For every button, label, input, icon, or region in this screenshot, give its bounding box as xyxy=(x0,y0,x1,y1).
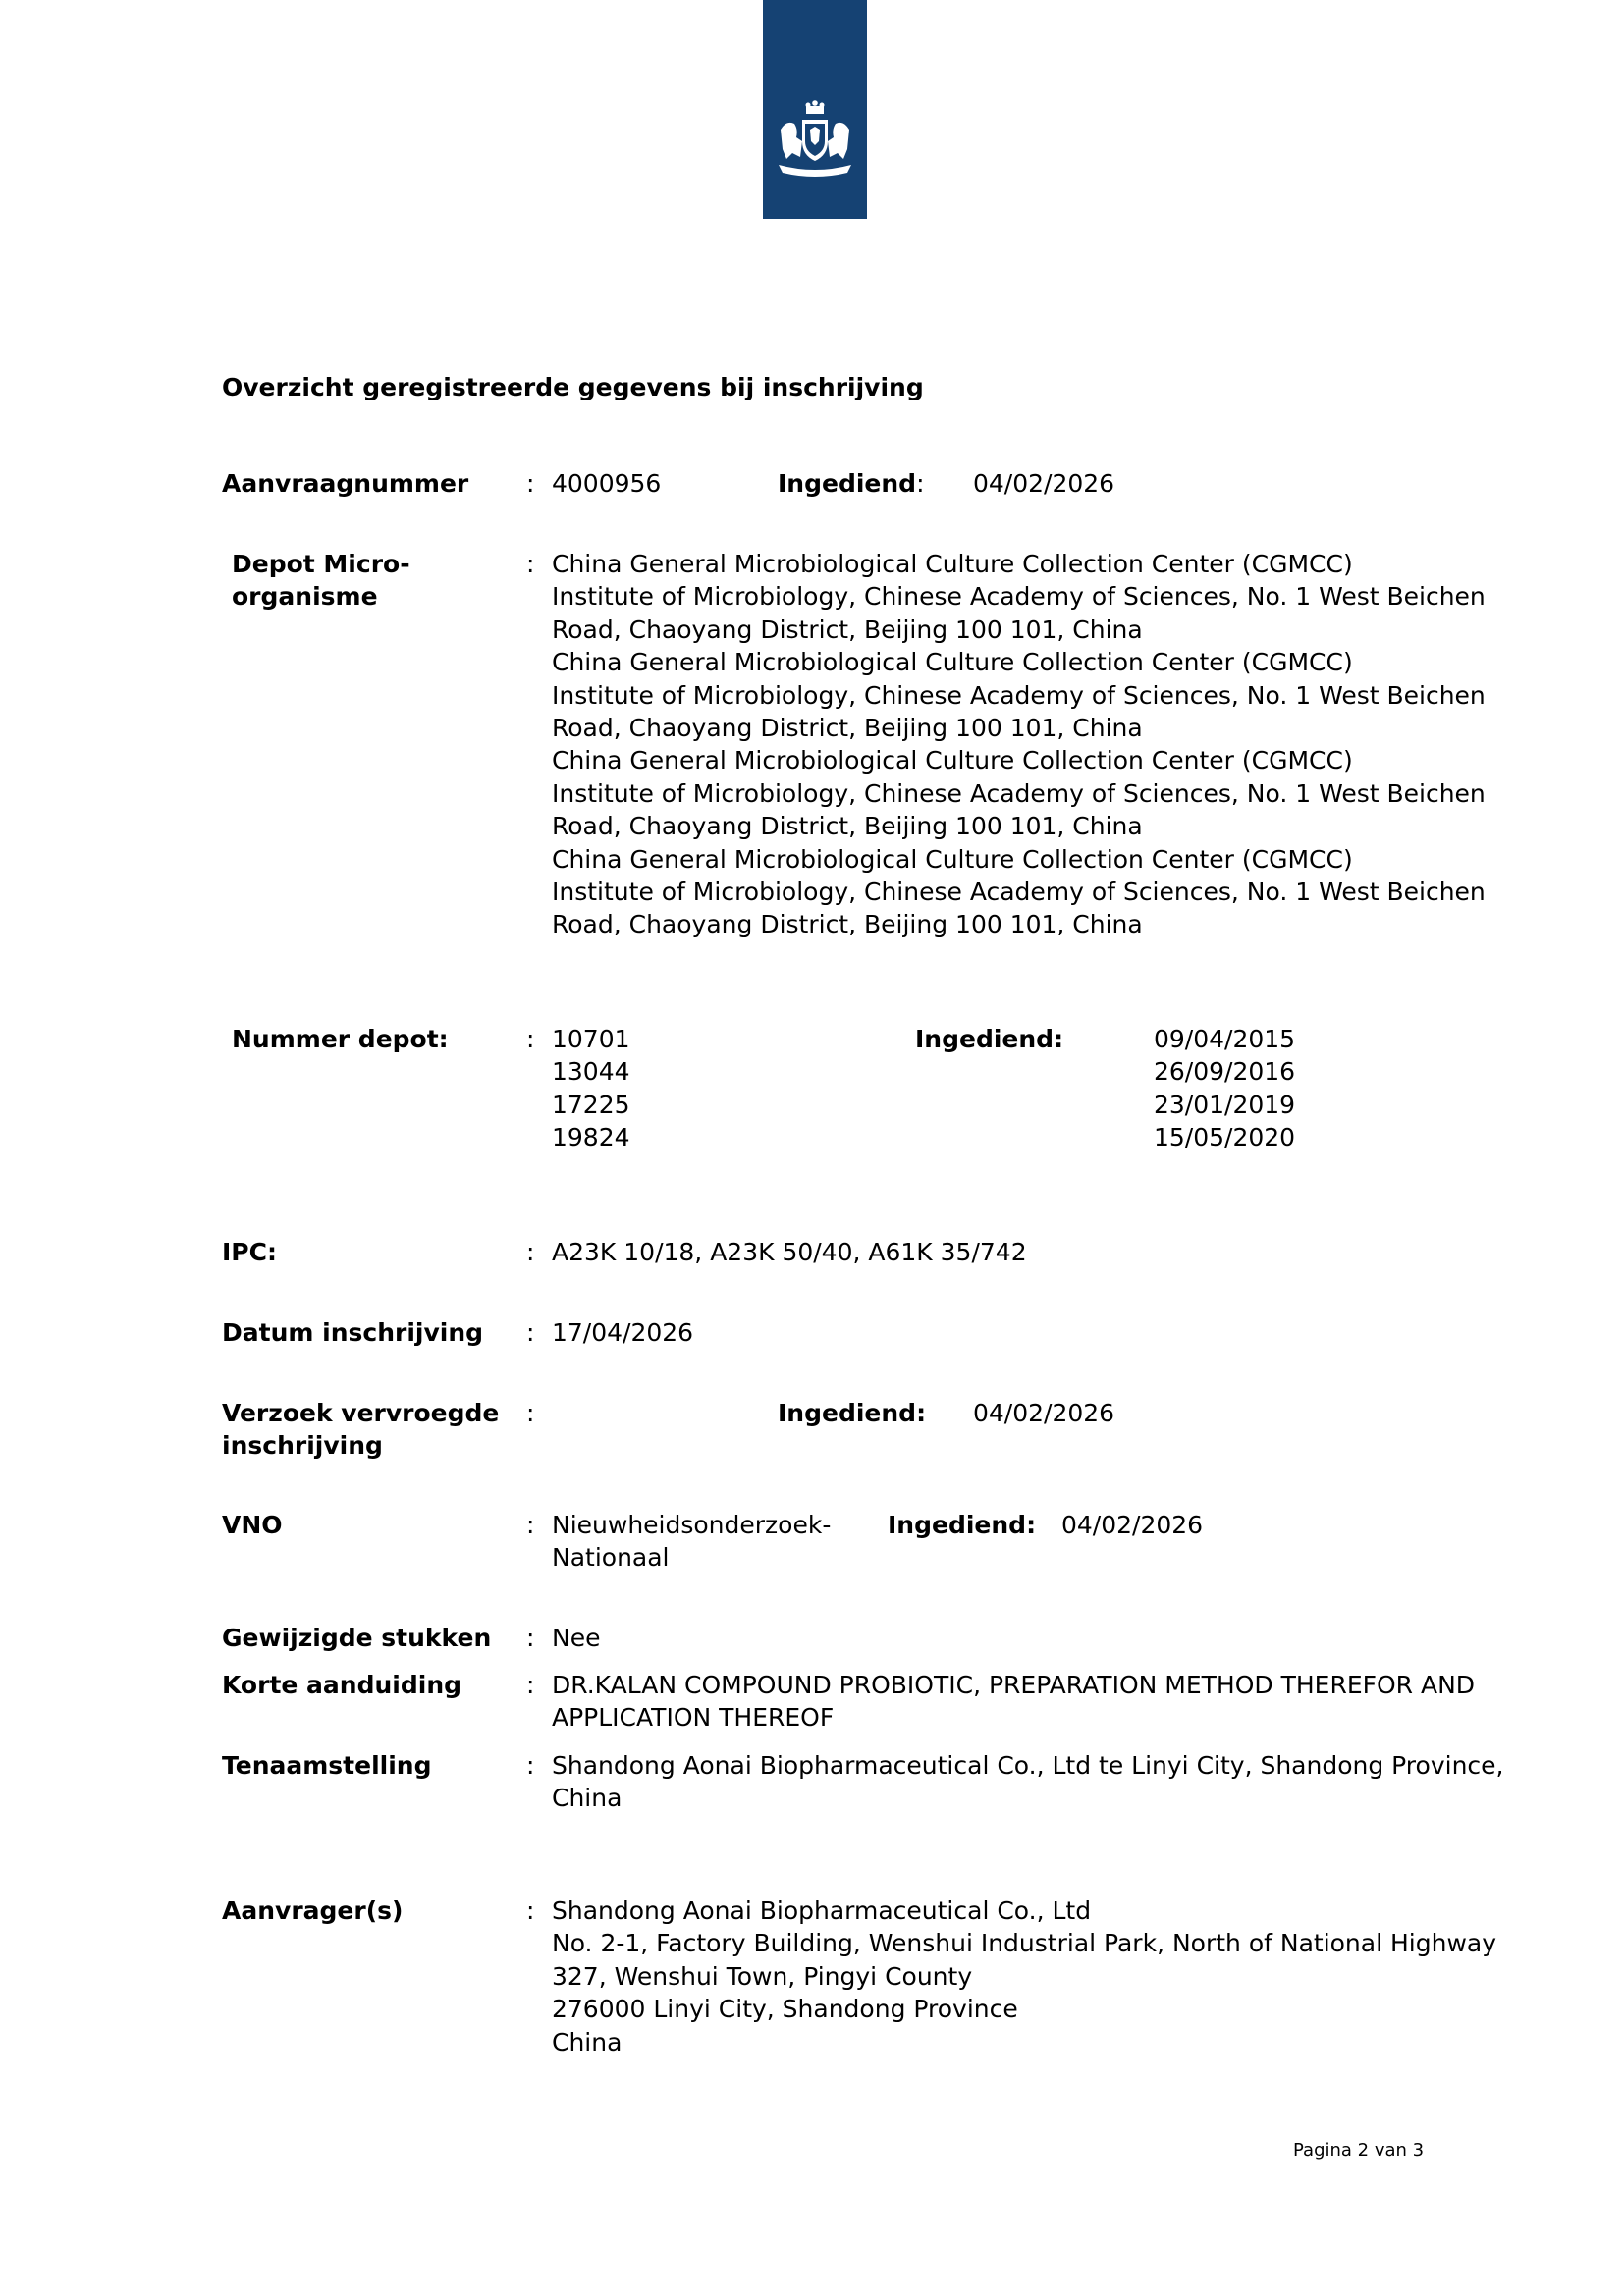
ipc-label: IPC: xyxy=(222,1238,277,1266)
verzoek-label-line: Verzoek vervroegde xyxy=(222,1399,500,1427)
korte-aanduiding-line: APPLICATION THEREOF xyxy=(552,1703,835,1733)
vno-value xyxy=(552,1509,831,1575)
aanvraagnummer-value: 4000956 xyxy=(552,469,662,498)
depot-line: Road, Chaoyang District, Beijing 100 101, China xyxy=(552,812,1143,841)
depot-number: 10701 xyxy=(552,1025,630,1053)
depot-line: Institute of Microbiology, Chinese Academy of Sciences, No. 1 West Beichen xyxy=(552,680,1486,710)
verzoek-ingediend-date: 04/02/2026 xyxy=(973,1399,1115,1427)
depot-date: 09/04/2015 xyxy=(1154,1025,1296,1053)
page-title: Overzicht geregistreerde gegevens bij inschrijving xyxy=(222,373,924,401)
gewijzigde-stukken-label: Gewijzigde stukken xyxy=(222,1624,492,1652)
tenaamstelling-value xyxy=(552,1749,1503,1815)
depot-date: 23/01/2019 xyxy=(1154,1090,1296,1119)
separator-colon: : xyxy=(526,1399,535,1427)
aanvraagnummer-label: Aanvraagnummer xyxy=(222,469,469,498)
verzoek-label xyxy=(222,1397,499,1463)
aanvragers-line: China xyxy=(552,2027,623,2056)
separator-colon: : xyxy=(526,1624,535,1652)
gewijzigde-stukken-value: Nee xyxy=(552,1624,601,1652)
separator-colon: : xyxy=(526,1318,535,1347)
separator-colon: : xyxy=(526,1025,535,1053)
depot-line: Institute of Microbiology, Chinese Academy of Sciences, No. 1 West Beichen xyxy=(552,877,1486,906)
depot-address-list xyxy=(552,548,1486,941)
aanvragers-line: Shandong Aonai Biopharmaceutical Co., Ltd xyxy=(552,1896,1092,1925)
separator-colon: : xyxy=(526,1896,535,1925)
depot-line: Road, Chaoyang District, Beijing 100 101, China xyxy=(552,614,1143,644)
separator-colon: : xyxy=(526,1671,535,1699)
depot-line: China General Microbiological Culture Collection Center (CGMCC) xyxy=(552,550,1353,578)
depot-number: 19824 xyxy=(552,1123,630,1152)
page-number: Pagina 2 van 3 xyxy=(1293,2140,1425,2161)
depot-date: 15/05/2020 xyxy=(1154,1123,1296,1152)
datum-inschrijving-label: Datum inschrijving xyxy=(222,1318,484,1347)
korte-aanduiding-label: Korte aanduiding xyxy=(222,1671,462,1699)
verzoek-ingediend-label: Ingediend: xyxy=(778,1399,927,1427)
datum-inschrijving-value: 17/04/2026 xyxy=(552,1318,694,1347)
nummer-depot-ingediend-label: Ingediend: xyxy=(915,1025,1064,1053)
verzoek-label-line: inschrijving xyxy=(222,1431,383,1461)
separator-colon: : xyxy=(526,1238,535,1266)
depot-date-list xyxy=(1154,1023,1295,1154)
separator-colon: : xyxy=(526,1751,535,1780)
nummer-depot-label: Nummer depot: xyxy=(232,1025,449,1053)
ingediend-label: Ingediend xyxy=(778,469,917,498)
vno-value-line: Nieuwheidsonderzoek- xyxy=(552,1511,832,1539)
depot-label-line: organisme xyxy=(232,582,378,612)
depot-line: Institute of Microbiology, Chinese Academy of Sciences, No. 1 West Beichen xyxy=(552,778,1486,808)
korte-aanduiding-line: DR.KALAN COMPOUND PROBIOTIC, PREPARATION METHOD THEREFOR AND xyxy=(552,1671,1476,1699)
depot-date: 26/09/2016 xyxy=(1154,1057,1296,1087)
rijkswapen-icon xyxy=(771,100,859,188)
depot-line: China General Microbiological Culture Collection Center (CGMCC) xyxy=(552,844,1353,874)
vno-value-line: Nationaal xyxy=(552,1543,670,1573)
depot-line: China General Microbiological Culture Collection Center (CGMCC) xyxy=(552,648,1353,677)
depot-number-list xyxy=(552,1023,630,1154)
aanvraagnummer-ingediend-date: 04/02/2026 xyxy=(973,469,1115,498)
depot-label xyxy=(232,548,410,614)
separator-colon: : xyxy=(526,550,535,578)
tenaamstelling-line: Shandong Aonai Biopharmaceutical Co., Ltd te Linyi City, Shandong Province, xyxy=(552,1751,1504,1780)
aanvragers-line: 276000 Linyi City, Shandong Province xyxy=(552,1995,1018,2024)
aanvragers-line: 327, Wenshui Town, Pingyi County xyxy=(552,1961,973,1991)
tenaamstelling-label: Tenaamstelling xyxy=(222,1751,432,1780)
depot-line: Institute of Microbiology, Chinese Academy of Sciences, No. 1 West Beichen xyxy=(552,582,1486,612)
vno-ingediend-date: 04/02/2026 xyxy=(1061,1511,1204,1539)
depot-line: Road, Chaoyang District, Beijing 100 101, China xyxy=(552,713,1143,742)
tenaamstelling-line: China xyxy=(552,1784,623,1813)
depot-line: China General Microbiological Culture Collection Center (CGMCC) xyxy=(552,746,1353,775)
depot-label-line: Depot Micro- xyxy=(232,550,410,578)
vno-label: VNO xyxy=(222,1511,283,1539)
aanvragers-label: Aanvrager(s) xyxy=(222,1896,404,1925)
korte-aanduiding-value xyxy=(552,1669,1475,1735)
separator-colon: : xyxy=(526,1511,535,1539)
separator-colon: : xyxy=(526,469,535,498)
vno-ingediend-label: Ingediend: xyxy=(888,1511,1037,1539)
aanvraagnummer-ingediend-group: Ingediend: xyxy=(778,469,925,498)
depot-number: 17225 xyxy=(552,1090,630,1119)
ipc-value: A23K 10/18, A23K 50/40, A61K 35/742 xyxy=(552,1238,1027,1266)
depot-number: 13044 xyxy=(552,1057,630,1087)
aanvragers-line: No. 2-1, Factory Building, Wenshui Industrial Park, North of National Highway xyxy=(552,1929,1497,1958)
header-logo-band xyxy=(763,0,867,219)
aanvragers-address xyxy=(552,1895,1496,2058)
depot-line: Road, Chaoyang District, Beijing 100 101, China xyxy=(552,910,1143,939)
